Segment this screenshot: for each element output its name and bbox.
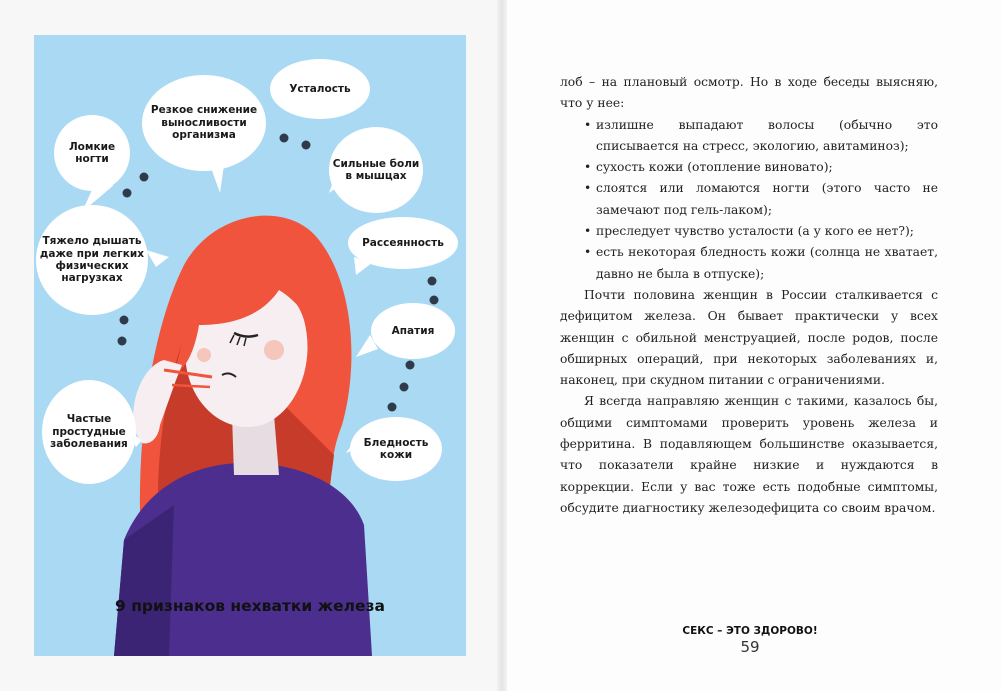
book-gutter: [497, 0, 507, 691]
symptom-bubble-brittle-nails: Ломкие ногти: [54, 115, 130, 191]
list-item: • слоятся или ломаются ногти (этого часто не замечают под гель-лаком);: [596, 178, 938, 221]
list-item: • преследует чувство усталости (а у кого ее нет?);: [596, 221, 938, 242]
page-number: 59: [740, 638, 760, 656]
symptom-bubble-muscle-pain: Сильные боли в мышцах: [329, 127, 423, 213]
list-item: • есть некоторая бледность кожи (солнца не хватает, давно не была в отпуске);: [596, 242, 938, 285]
symptom-bubble-fatigue: Усталость: [270, 59, 370, 119]
paragraph-advice: Я всегда направляю женщин с такими, казалось бы, общими симптомами проверить уровень железа и ферритина. В подавляющем большинстве оказывается, что показатели крайне низкие и нуждаются в коррекции. Если у вас тоже есть подобные симптомы, обсудите диагностику железодефицита со своим врачом.: [560, 394, 938, 515]
iron-deficiency-infographic: [34, 35, 466, 656]
symptom-bubble-reduced-endurance: Резкое снижение выносливости организма: [142, 75, 266, 171]
running-head: СЕКС – ЭТО ЗДОРОВО!: [682, 625, 818, 637]
symptom-bubble-frequent-colds: Частые простудные заболевания: [42, 380, 136, 484]
symptom-bubble-absent-mindedness: Рассеянность: [348, 217, 458, 269]
symptom-bubble-pale-skin: Бледность кожи: [350, 417, 442, 481]
sleeve: [114, 505, 174, 656]
body-text: [560, 72, 938, 519]
list-item: • сухость кожи (отопление виновато);: [596, 157, 938, 178]
paragraph-intro: лоб – на плановый осмотр. Но в ходе беседы выясняю, что у нее:: [560, 75, 938, 111]
symptom-bubble-shortness-of-breath: Тяжело дышать даже при легких физических нагрузках: [36, 205, 148, 315]
symptom-list: [560, 115, 938, 285]
symptom-bubble-apathy: Апатия: [371, 303, 455, 359]
paragraph-prevalence: Почти половина женщин в России сталкивается с дефицитом железа. Он бывает практически у всех женщин с обильной менструацией, после родов, после обширных операций, при некоторых заболеваниях и, наконец, при скудном питании с ограничениями.: [560, 287, 938, 388]
infographic-caption: 9 признаков нехватки железа: [115, 597, 385, 615]
list-item: • излишне выпадают волосы (обычно это списывается на стресс, экологию, авитаминоз);: [596, 115, 938, 158]
